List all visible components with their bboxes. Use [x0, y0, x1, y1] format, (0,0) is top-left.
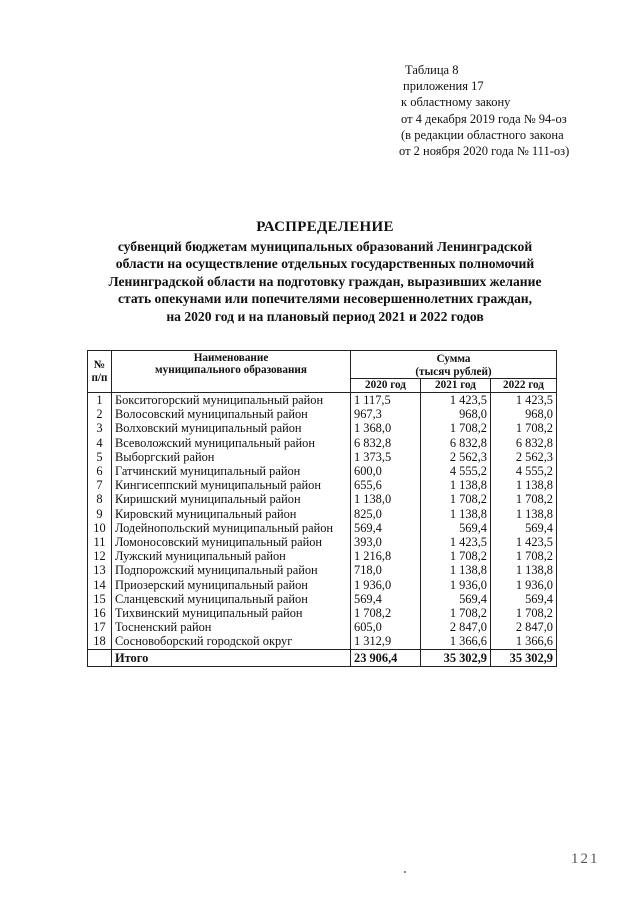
municipality-name: Приозерский муниципальный район — [112, 578, 351, 592]
municipality-name: Всеволожский муниципальный район — [112, 436, 351, 450]
row-number: 3 — [88, 421, 112, 435]
value-2022: 1 708,2 — [491, 421, 557, 435]
header-name — [112, 351, 351, 393]
row-number: 4 — [88, 436, 112, 450]
value-2022: 6 832,8 — [491, 436, 557, 450]
municipality-name: Сланцевский муниципальный район — [112, 592, 351, 606]
municipality-name: Волховский муниципальный район — [112, 421, 351, 435]
header-sum-line: (тысяч рублей) — [415, 365, 492, 378]
total-label: Итого — [112, 649, 351, 666]
note-line: Таблица 8 — [405, 63, 459, 77]
total-row — [88, 649, 557, 666]
municipality-name: Тихвинский муниципальный район — [112, 606, 351, 620]
row-number: 5 — [88, 450, 112, 464]
value-2021: 4 555,2 — [421, 464, 491, 478]
table-row — [88, 407, 557, 421]
value-2022: 1 708,2 — [491, 606, 557, 620]
title-line: стать опекунами или попечителями несовершеннолетних граждан, — [117, 291, 533, 307]
value-2022: 1 423,5 — [491, 393, 557, 408]
value-2022: 1 138,8 — [491, 478, 557, 492]
row-number: 18 — [88, 634, 112, 649]
value-2020: 6 832,8 — [351, 436, 421, 450]
row-number: 17 — [88, 620, 112, 634]
header-no-line: № — [93, 359, 106, 372]
municipality-name: Лужский муниципальный район — [112, 549, 351, 563]
table-row — [88, 478, 557, 492]
table-row — [88, 634, 557, 649]
header-name-line: Наименование — [193, 352, 269, 364]
municipality-name: Выборгский район — [112, 450, 351, 464]
page-number: 121 — [571, 851, 600, 867]
value-2022: 1 423,5 — [491, 535, 557, 549]
value-2021: 1 423,5 — [421, 393, 491, 408]
value-2021: 1 138,8 — [421, 563, 491, 577]
table-row — [88, 450, 557, 464]
value-2022: 968,0 — [491, 407, 557, 421]
table-row — [88, 492, 557, 506]
municipality-name: Киришский муниципальный район — [112, 492, 351, 506]
table-row — [88, 563, 557, 577]
row-number: 11 — [88, 535, 112, 549]
value-2020: 569,4 — [351, 592, 421, 606]
note-line: (в редакции областного закона — [401, 127, 564, 142]
row-number: 12 — [88, 549, 112, 563]
municipality-name: Волосовский муниципальный район — [112, 407, 351, 421]
value-2022: 1 366,6 — [491, 634, 557, 649]
table-row — [88, 620, 557, 634]
value-2021: 1 366,6 — [421, 634, 491, 649]
row-number: 9 — [88, 507, 112, 521]
value-2022: 569,4 — [491, 592, 557, 606]
value-2020: 1 708,2 — [351, 606, 421, 620]
table-row — [88, 507, 557, 521]
value-2021: 2 562,3 — [421, 450, 491, 464]
value-2020: 718,0 — [351, 563, 421, 577]
table-row — [88, 578, 557, 592]
total-2021: 35 302,9 — [421, 649, 491, 666]
table-row — [88, 521, 557, 535]
value-2021: 1 708,2 — [421, 492, 491, 506]
value-2020: 1 368,0 — [351, 421, 421, 435]
value-2022: 2 562,3 — [491, 450, 557, 464]
table-cell — [88, 649, 112, 666]
municipality-name: Кингисеппский муниципальный район — [112, 478, 351, 492]
value-2020: 1 138,0 — [351, 492, 421, 506]
distribution-table — [87, 350, 557, 667]
table-row — [88, 535, 557, 549]
value-2022: 1 708,2 — [491, 492, 557, 506]
title-line: субвенций бюджетам муниципальных образований Ленинградской — [117, 238, 533, 254]
value-2020: 1 373,5 — [351, 450, 421, 464]
value-2022: 569,4 — [491, 521, 557, 535]
row-number: 2 — [88, 407, 112, 421]
municipality-name: Бокситогорский муниципальный район — [112, 393, 351, 408]
value-2021: 2 847,0 — [421, 620, 491, 634]
value-2022: 1 138,8 — [491, 563, 557, 577]
value-2021: 1 708,2 — [421, 606, 491, 620]
header-year: 2021 год — [421, 379, 491, 393]
header-no-line: п/п — [91, 371, 108, 384]
table-row — [88, 421, 557, 435]
value-2021: 1 138,8 — [421, 478, 491, 492]
value-2022: 1 936,0 — [491, 578, 557, 592]
row-number: 1 — [88, 393, 112, 408]
table-row — [88, 436, 557, 450]
table-row — [88, 606, 557, 620]
value-2020: 600,0 — [351, 464, 421, 478]
row-number: 8 — [88, 492, 112, 506]
value-2021: 1 708,2 — [421, 549, 491, 563]
value-2022: 4 555,2 — [491, 464, 557, 478]
municipality-name: Тосненский район — [112, 620, 351, 634]
value-2021: 6 832,8 — [421, 436, 491, 450]
total-2020: 23 906,4 — [351, 649, 421, 666]
value-2022: 1 708,2 — [491, 549, 557, 563]
row-number: 10 — [88, 521, 112, 535]
value-2021: 569,4 — [421, 592, 491, 606]
row-number: 7 — [88, 478, 112, 492]
header-year: 2020 год — [351, 379, 421, 393]
municipality-name: Лодейнопольский муниципальный район — [112, 521, 351, 535]
table-row — [88, 464, 557, 478]
title-line: области на осуществление отдельных государственных полномочий — [115, 256, 535, 272]
value-2020: 1 117,5 — [351, 393, 421, 408]
header-sum — [351, 351, 557, 379]
row-number: 6 — [88, 464, 112, 478]
row-number: 16 — [88, 606, 112, 620]
note-line: приложения 17 — [403, 79, 484, 94]
municipality-name: Сосновоборский городской округ — [112, 634, 351, 649]
table-row — [88, 592, 557, 606]
value-2020: 1 216,8 — [351, 549, 421, 563]
table-row — [88, 393, 557, 408]
table-row — [88, 549, 557, 563]
note-line: от 2 ноября 2020 года № 111-оз) — [399, 144, 570, 159]
header-year: 2022 год — [491, 379, 557, 393]
value-2021: 569,4 — [421, 521, 491, 535]
value-2020: 825,0 — [351, 507, 421, 521]
municipality-name: Ломоносовский муниципальный район — [112, 535, 351, 549]
value-2021: 968,0 — [421, 407, 491, 421]
municipality-name: Подпорожский муниципальный район — [112, 563, 351, 577]
value-2021: 1 936,0 — [421, 578, 491, 592]
note-line: к областному закону — [401, 95, 511, 110]
appendix-note — [401, 62, 569, 159]
note-line: от 4 декабря 2019 года № 94-оз — [401, 111, 567, 126]
value-2020: 655,6 — [351, 478, 421, 492]
row-number: 14 — [88, 578, 112, 592]
value-2020: 1 936,0 — [351, 578, 421, 592]
value-2020: 569,4 — [351, 521, 421, 535]
row-number: 15 — [88, 592, 112, 606]
title-main: РАСПРЕДЕЛЕНИЕ — [256, 219, 394, 235]
header-no — [88, 351, 112, 393]
header-name-line: муниципального образования — [155, 364, 307, 377]
value-2020: 605,0 — [351, 620, 421, 634]
value-2022: 1 138,8 — [491, 507, 557, 521]
value-2020: 1 312,9 — [351, 634, 421, 649]
value-2020: 967,3 — [351, 407, 421, 421]
value-2021: 1 423,5 — [421, 535, 491, 549]
municipality-name: Кировский муниципальный район — [112, 507, 351, 521]
value-2021: 1 138,8 — [421, 507, 491, 521]
title-line: на 2020 год и на плановый период 2021 и 2022 годов — [166, 308, 484, 324]
header-sum-line: Сумма — [436, 353, 471, 366]
row-number: 13 — [88, 563, 112, 577]
value-2022: 2 847,0 — [491, 620, 557, 634]
title-line: Ленинградской области на подготовку граждан, выразивших желание — [108, 273, 542, 289]
total-2022: 35 302,9 — [491, 649, 557, 666]
scan-speck — [404, 871, 406, 873]
municipality-name: Гатчинский муниципальный район — [112, 464, 351, 478]
value-2020: 393,0 — [351, 535, 421, 549]
document-title — [90, 219, 560, 326]
value-2021: 1 708,2 — [421, 421, 491, 435]
